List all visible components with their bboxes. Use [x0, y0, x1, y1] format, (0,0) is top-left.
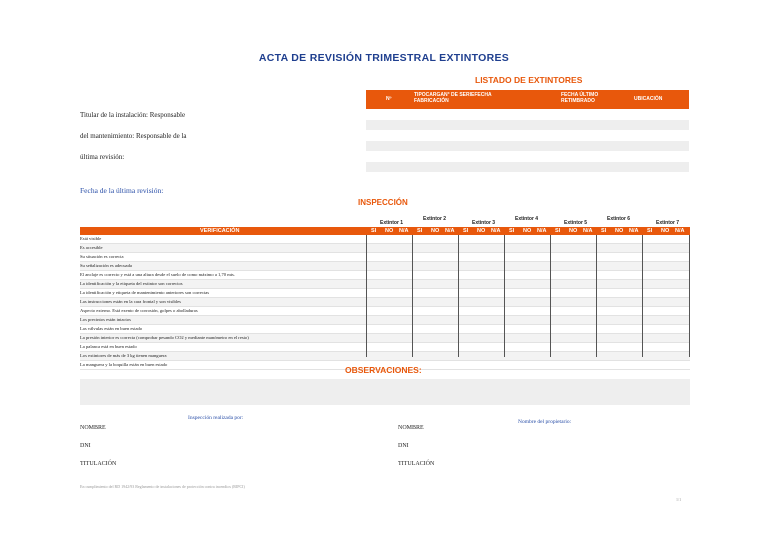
item-label: Su señalización es adecuada: [80, 263, 132, 268]
col-no: NO: [431, 228, 440, 234]
listado-title: LISTADO DE EXTINTORES: [475, 75, 583, 85]
table-row[interactable]: [80, 298, 690, 307]
extintor-7-header: Extintor 7: [656, 220, 680, 226]
propietario-titulacion-label: TITULACIÓN: [398, 461, 435, 467]
col-na: N/A: [491, 228, 501, 234]
observaciones-field[interactable]: [80, 379, 690, 405]
table-row[interactable]: [80, 343, 690, 352]
table-row[interactable]: [80, 235, 690, 244]
column-divider: [596, 235, 597, 357]
table-row[interactable]: [80, 325, 690, 334]
col-si: SI: [509, 228, 515, 234]
item-label: Aspecto externo. Está exento de corrosión, golpes o abolladuras: [80, 308, 198, 313]
table-row[interactable]: [80, 244, 690, 253]
column-divider: [366, 235, 367, 357]
page-number: 1/1: [676, 497, 682, 502]
verificacion-label: VERIFICACIÓN: [200, 228, 240, 234]
column-divider: [504, 235, 505, 357]
col-no: NO: [385, 228, 394, 234]
col-si: SI: [463, 228, 469, 234]
item-label: Los precintos están intactos: [80, 317, 131, 322]
extintor-6-header: Extintor 6: [607, 216, 631, 222]
col-si: SI: [417, 228, 423, 234]
extintor-1-header: Extintor 1: [380, 220, 404, 226]
item-label: El anclaje es correcto y está a una altura desde el suelo de como máximo a 1,70 mts.: [80, 272, 235, 277]
col-na: N/A: [629, 228, 639, 234]
col-na: N/A: [399, 228, 409, 234]
column-divider: [412, 235, 413, 357]
inspeccion-realizada-por: Inspección realizada por:: [188, 415, 244, 421]
extintor-2-header: Extintor 2: [423, 216, 447, 222]
item-label: La presión interior es correcta (comprobar pesando CO2 y mediante manómetro en el resto): [80, 335, 249, 340]
table-row[interactable]: [80, 280, 690, 289]
item-label: Está visible: [80, 236, 102, 241]
extintor-4-header: Extintor 4: [515, 216, 539, 222]
col-na: N/A: [675, 228, 685, 234]
item-label: La identificación y etiqueta de mantenimiento anteriores son correctas: [80, 290, 210, 295]
table-row[interactable]: [80, 262, 690, 271]
item-label: Es accesible: [80, 245, 103, 250]
col-no: NO: [569, 228, 578, 234]
inspector-dni-label: DNI: [80, 443, 91, 449]
propietario-dni-label: DNI: [398, 443, 409, 449]
column-divider: [642, 235, 643, 357]
table-row[interactable]: [80, 316, 690, 325]
col-si: SI: [371, 228, 377, 234]
inspector-nombre-label: NOMBRE: [80, 425, 106, 431]
col-si: SI: [647, 228, 653, 234]
item-label: Las instrucciones están en la cara frontal y son visibles: [80, 299, 181, 304]
observaciones-title: OBSERVACIONES:: [345, 365, 422, 375]
listado-row[interactable]: [366, 141, 689, 151]
col-na: N/A: [583, 228, 593, 234]
document-title: ACTA DE REVISIÓN TRIMESTRAL EXTINTORES: [258, 52, 510, 64]
col-no: NO: [477, 228, 486, 234]
fecha-ultima-revision: Fecha de la última revisión:: [80, 186, 164, 195]
table-row[interactable]: [80, 352, 690, 361]
listado-table-header: [366, 90, 689, 109]
nombre-propietario: Nombre del propietario:: [518, 419, 572, 425]
table-row[interactable]: [80, 334, 690, 343]
titular-line1: Titular de la instalación: Responsable: [80, 111, 186, 119]
col-na: N/A: [445, 228, 455, 234]
propietario-nombre-label: NOMBRE: [398, 425, 424, 431]
listado-row[interactable]: [366, 162, 689, 172]
col-no: NO: [615, 228, 624, 234]
verificacion-rows: [80, 235, 690, 370]
item-label: La identificación y la etiqueta del extintor son correctos: [80, 281, 183, 286]
item-label: Su situación es correcta: [80, 254, 124, 259]
header-ubicacion: UBICACIÓN: [634, 96, 663, 102]
item-label: La manguera y la boquilla están en buen estado: [80, 362, 168, 367]
verificacion-header-bar: [80, 227, 690, 235]
item-label: Los extintores de más de 3 kg tienen manguera: [80, 353, 167, 358]
inspector-titulacion-label: TITULACIÓN: [80, 461, 117, 467]
extintor-5-header: Extintor 5: [564, 220, 588, 226]
titular-line3: última revisión:: [80, 153, 125, 161]
col-si: SI: [601, 228, 607, 234]
header-numero: Nº: [386, 96, 392, 102]
col-no: NO: [523, 228, 532, 234]
column-divider: [550, 235, 551, 357]
table-row[interactable]: [80, 271, 690, 280]
table-row[interactable]: [80, 307, 690, 316]
footer-legal-note: En cumplimiento del RD 1942/93 Reglamento de instalaciones de protección contra incendios (RIPCI): [80, 484, 245, 489]
item-label: La palanca está en buen estado: [80, 344, 137, 349]
header-fecha-retimbrado: FECHA ÚLTIMO RETIMBRADO: [561, 92, 599, 104]
col-no: NO: [661, 228, 670, 234]
col-na: N/A: [537, 228, 547, 234]
table-row[interactable]: [80, 253, 690, 262]
listado-row[interactable]: [366, 120, 689, 130]
header-tipo-carga-serie: TIPOCARGAN° DE SERIEFECHA FABRICACIÓN: [414, 92, 492, 104]
item-label: Las válvulas están en buen estado: [80, 326, 143, 331]
column-divider: [689, 235, 690, 357]
titular-line2: del mantenimiento: Responsable de la: [80, 132, 187, 140]
table-row[interactable]: [80, 289, 690, 298]
col-si: SI: [555, 228, 561, 234]
extintor-3-header: Extintor 3: [472, 220, 496, 226]
column-divider: [458, 235, 459, 357]
inspeccion-title: INSPECCIÓN: [358, 198, 408, 207]
